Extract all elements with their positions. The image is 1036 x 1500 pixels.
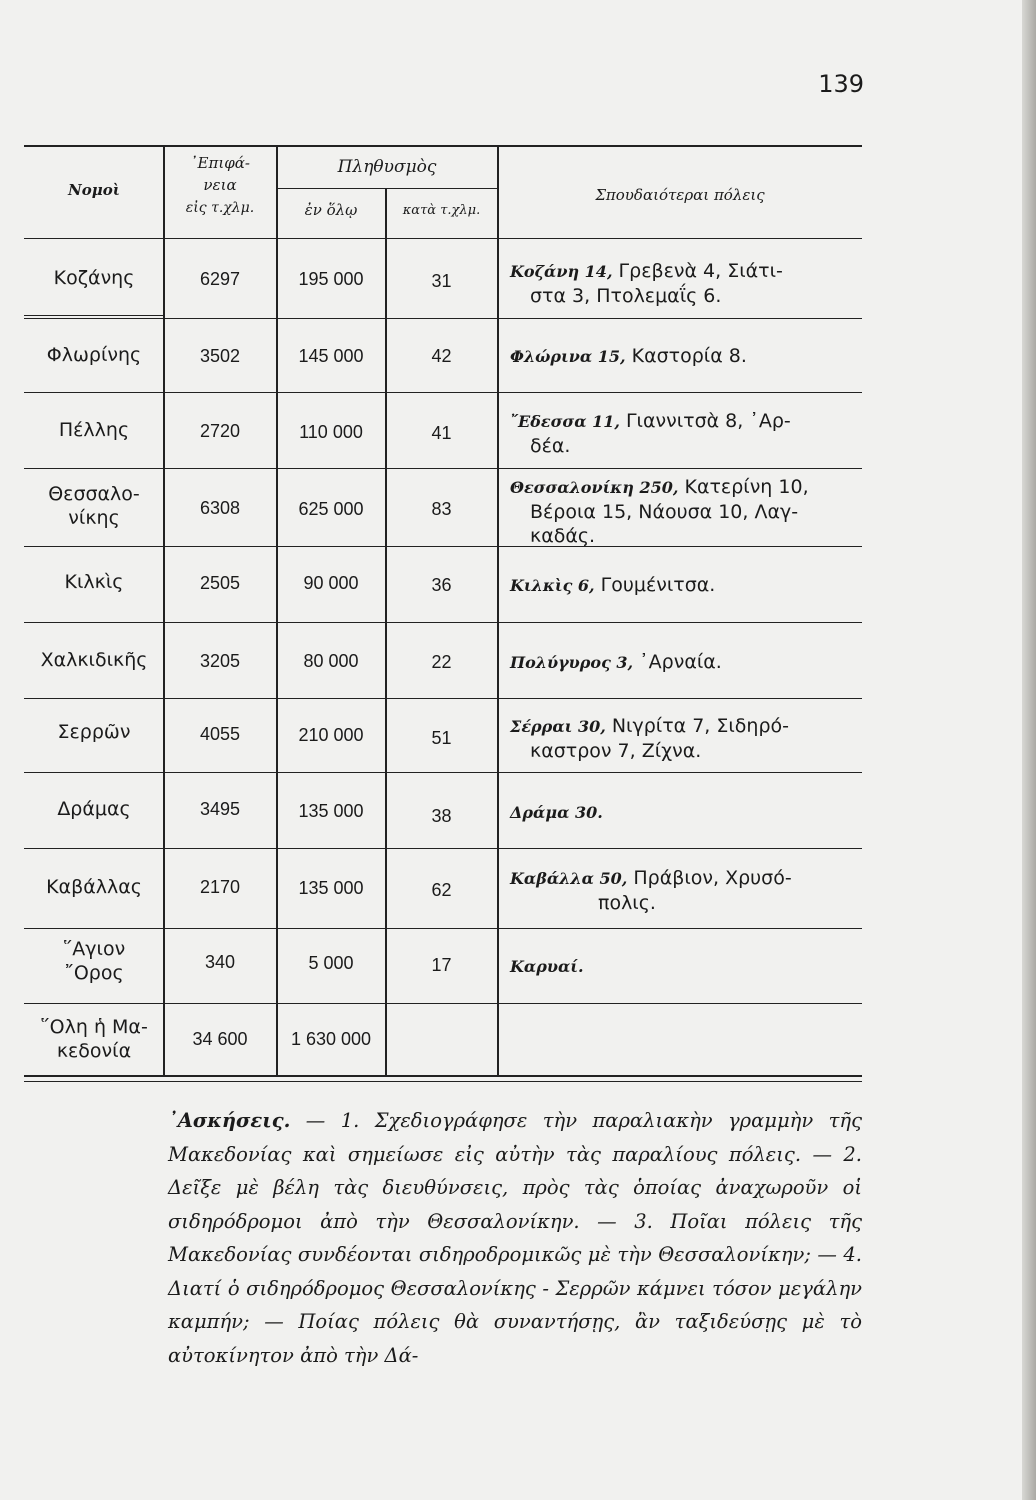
- city-line: δέα.: [530, 435, 571, 457]
- row-rule: [24, 622, 862, 623]
- exercises-text: — 1. Σχεδιογράφησε τὴν παραλιακὴν γραμμὴν τῆς Μακεδονίας καὶ σημείωσε εἰς αὐτὴν τὰς παραλίους πόλεις. — 2. Δεῖξε μὲ βέλη τὰς διευθύνσεις, πρὸς τὰς ὁποίας ἀναχωροῦν οἱ σιδηρόδρομοι ἀπὸ τὴν Θεσσαλονίκην. — 3. Ποῖαι πόλεις τῆς Μακεδονίας συνδέονται σιδηροδρομικῶς μὲ τὴν Θεσσαλονίκην; — 4. Διατί ὁ σιδηρόδρομος Θεσσαλονίκης - Σερρῶν κάμνει τόσον μεγάλην καμπήν; — Ποίας πόλεις θὰ συναντήσῃς, ἂν ταξιδεύσῃς μὲ τὸ αὐτοκίνητον ἀπὸ τὴν Δά-: [168, 1109, 862, 1367]
- table-bottom-rule: [24, 1075, 862, 1077]
- city-main: Δράμα 30.: [510, 803, 603, 822]
- row-nomos: Φλωρίνης: [46, 344, 142, 366]
- header-bottom-rule: [24, 238, 862, 239]
- header-area-line2: νεια: [203, 176, 237, 194]
- city-line: Καστορία 8.: [625, 345, 747, 367]
- nomos-line: κεδονία: [56, 1040, 132, 1062]
- row-rule: [24, 772, 862, 773]
- row-nomos: [24, 1015, 164, 1063]
- row-nomos: Σερρῶν: [57, 721, 131, 743]
- row-density: 51: [431, 728, 452, 748]
- row-density: 83: [431, 499, 452, 519]
- exercises-label: ᾿Ασκήσεις.: [168, 1109, 291, 1132]
- city-main: Πολύγυρος 3,: [510, 653, 634, 672]
- row-population: 135 000: [298, 878, 364, 898]
- row-nomos: [24, 937, 164, 985]
- row-rule: [24, 392, 862, 393]
- city-line: πολις.: [598, 892, 656, 914]
- row-density: 62: [431, 880, 452, 900]
- nomos-line: ῎Ορος: [64, 962, 124, 984]
- city-main: Σέρραι 30,: [510, 717, 606, 736]
- header-cities: Σπουδαιότεραι πόλεις: [595, 186, 765, 204]
- row-density: 41: [431, 423, 452, 443]
- row-density: 31: [431, 271, 452, 291]
- row-population: 110 000: [299, 422, 363, 442]
- city-line: καστρον 7, Ζίχνα.: [530, 740, 702, 762]
- population-header-rule: [276, 188, 498, 189]
- city-main: Θεσσαλονίκη 250,: [510, 478, 679, 497]
- nomos-line: ῞Αγιον: [62, 938, 126, 960]
- row-nomos: Χαλκιδικῆς: [40, 649, 148, 671]
- city-line: Γουμένιτσα.: [594, 574, 716, 596]
- city-line: ᾿Αρναία.: [633, 651, 722, 673]
- row-population: 1 630 000: [290, 1029, 372, 1049]
- header-nomoi: Νομοὶ: [68, 181, 120, 199]
- row-density: 36: [431, 575, 452, 595]
- row-area: 6308: [199, 498, 241, 518]
- row-cities: [510, 259, 862, 308]
- row-area: 4055: [199, 724, 241, 744]
- page-number: 139: [818, 70, 864, 98]
- header-area-line1: ᾿Επιφά-: [190, 154, 250, 172]
- row-rule: [24, 318, 862, 319]
- header-area-unit: εἰς τ.χλμ.: [185, 200, 255, 216]
- row-area: 6297: [199, 269, 241, 289]
- header-population: Πληθυσμὸς: [337, 157, 437, 177]
- row-cities: [510, 954, 862, 979]
- row-nomos: [24, 482, 164, 530]
- city-line: Πράβιον, Χρυσό-: [627, 867, 792, 889]
- city-line: στα 3, Πτολεμαΐς 6.: [530, 285, 722, 307]
- row-nomos: Κοζάνης: [53, 267, 135, 289]
- column-divider: [385, 188, 387, 1075]
- header-density: κατὰ τ.χλμ.: [402, 203, 481, 218]
- nomos-line: Θεσσαλο-: [48, 483, 140, 505]
- row-area: 2170: [199, 877, 241, 897]
- row-rule: [24, 928, 862, 929]
- row-area: 340: [204, 952, 236, 972]
- city-line: Νιγρίτα 7, Σιδηρό-: [605, 715, 790, 737]
- row-cities: [510, 344, 862, 369]
- row-population: 135 000: [298, 801, 364, 821]
- city-main: Κοζάνη 14,: [510, 262, 613, 281]
- city-main: Καβάλλα 50,: [510, 869, 628, 888]
- city-line: Κατερίνη 10,: [678, 476, 809, 498]
- row-area: 3495: [199, 799, 241, 819]
- row-population: 210 000: [298, 725, 364, 745]
- table-top-rule: [24, 145, 862, 147]
- row-population: 5 000: [308, 953, 354, 973]
- city-main: Καρυαί.: [510, 957, 584, 976]
- row-density: 17: [431, 955, 452, 975]
- row-rule: [24, 698, 862, 699]
- row-density: 42: [431, 346, 452, 366]
- header-total: ἐν ὅλῳ: [304, 201, 358, 219]
- city-line: καδάς.: [530, 525, 596, 547]
- city-main: Φλώρινα 15,: [510, 347, 626, 366]
- city-line: Βέροια 15, Νάουσα 10, Λαγ-: [530, 501, 799, 523]
- row-density: 22: [431, 652, 452, 672]
- row-area: 3502: [199, 346, 241, 366]
- row-nomos: Πέλλης: [58, 419, 130, 441]
- row-rule: [24, 468, 862, 469]
- exercises-paragraph: [168, 1104, 862, 1372]
- row-population: 145 000: [298, 346, 364, 366]
- row-area: 2720: [199, 421, 241, 441]
- nomos-line: νίκης: [68, 507, 120, 529]
- row-nomos: Δράμας: [57, 798, 131, 820]
- page-binding-edge: [1022, 0, 1036, 1500]
- row-area: 2505: [199, 573, 241, 593]
- row-population: 90 000: [303, 573, 359, 593]
- row-rule: [24, 848, 862, 849]
- table-double-rule: [24, 1081, 862, 1082]
- city-main: ῎Εδεσσα 11,: [510, 412, 620, 431]
- row-population: 80 000: [303, 651, 359, 671]
- row-cities: [510, 650, 862, 675]
- row-population: 195 000: [298, 269, 364, 289]
- city-line: Γρεβενὰ 4, Σιάτι-: [612, 260, 783, 282]
- row-rule: [24, 1003, 862, 1004]
- row-cities: [510, 573, 862, 598]
- row-cities: [510, 475, 862, 548]
- column-divider: [497, 145, 499, 1075]
- nomos-line: ῞Ολη ἡ Μα-: [40, 1016, 148, 1038]
- row-nomos: Καβάλλας: [46, 876, 142, 898]
- row-cities: [510, 714, 862, 763]
- row-density: 38: [431, 806, 452, 826]
- city-main: Κιλκὶς 6,: [510, 576, 595, 595]
- row-area: 34 600: [192, 1029, 248, 1049]
- row-rule: [24, 315, 164, 316]
- row-cities: [510, 409, 862, 458]
- row-population: 625 000: [298, 499, 364, 519]
- row-cities: [510, 866, 862, 915]
- row-area: 3205: [199, 651, 241, 671]
- row-cities: [510, 800, 862, 825]
- city-line: Γιαννιτσὰ 8, ᾿Αρ-: [619, 410, 791, 432]
- row-nomos: Κιλκὶς: [64, 571, 124, 593]
